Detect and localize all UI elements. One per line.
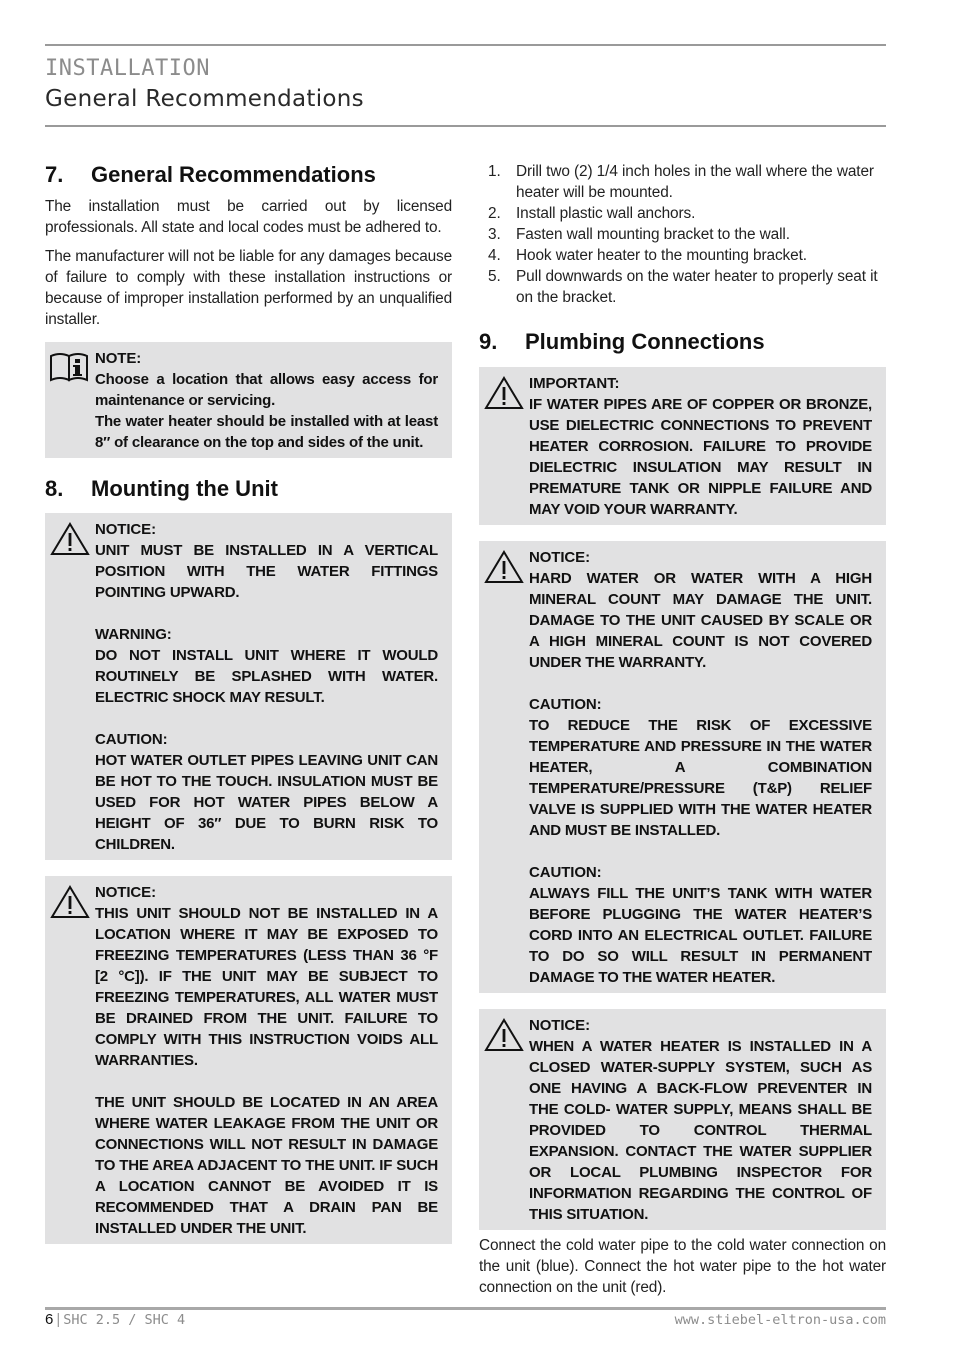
mounting-warning-box bbox=[45, 513, 452, 860]
list-item: 1. Drill two (2) 1/4 inch holes in the wall where the water heater will be mounted. bbox=[488, 163, 874, 201]
section-8-heading: 8. Mounting the Unit bbox=[45, 476, 278, 501]
notice-text: WHEN A WATER HEATER IS INSTALLED IN A CLOSED WATER-SUPPLY SYSTEM, SUCH AS ONE HAVING A BACK-FLOW PREVENTER IN THE COLD- WATER SUPPLY, MEANS SHALL BE PROVIDED TO CONTROL THERMAL EXPANSION. CONTACT THE WATER SUPPLIER OR LOCAL PLUMBING INSPECTOR FOR INFORMATION REGARDING THE CONTROL OF THIS SITUATION. bbox=[529, 1038, 872, 1223]
note-label: NOTE: bbox=[95, 350, 142, 367]
list-item: 2. Install plastic wall anchors. bbox=[488, 205, 696, 222]
warning-triangle-icon bbox=[483, 375, 523, 411]
important-label: IMPORTANT: bbox=[529, 375, 620, 392]
notice-label: NOTICE: bbox=[529, 549, 590, 566]
left-column bbox=[45, 160, 452, 1244]
notice-text-2: THE UNIT SHOULD BE LOCATED IN AN AREA WHERE WATER LEAKAGE FROM THE UNIT OR CONNECTIONS WILL NOT RESULT IN DAMAGE TO THE AREA ADJACENT TO THE UNIT. IF SUCH A LOCATION CANNOT BE AVOIDED IT IS RECOMMENDED THAT A DRAIN PAN BE INSTALLED UNDER THE UNIT. bbox=[95, 1094, 438, 1237]
info-book-icon bbox=[49, 350, 89, 386]
header-kicker: INSTALLATION bbox=[45, 56, 210, 81]
warning-text: DO NOT INSTALL UNIT WHERE IT WOULD ROUTINELY BE SPLASHED WITH WATER. ELECTRIC SHOCK MAY RESULT. bbox=[95, 647, 438, 706]
mounting-steps-list bbox=[479, 161, 886, 308]
caution-text: HOT WATER OUTLET PIPES LEAVING UNIT CAN BE HOT TO THE TOUCH. INSULATION MUST BE USED FOR HOT WATER PIPES BELOW A HEIGHT OF 36″ DUE TO BURN RISK TO CHILDREN. bbox=[95, 752, 438, 853]
notice-text: THIS UNIT SHOULD NOT BE INSTALLED IN A LOCATION WHERE IT MAY BE EXPOSED TO FREEZING TEMPERATURES (LESS THAN 36 °F [2 °C]). IF THE UNIT MAY BE SUBJECT TO FREEZING TEMPERATURES, ALL WATER MUST BE DRAINED FROM THE UNIT. FAILURE TO COMPLY WITH THIS INSTRUCTION VOIDS ALL WARRANTIES. bbox=[95, 905, 438, 1069]
header-top-rule bbox=[45, 44, 886, 46]
notice-label: NOTICE: bbox=[529, 1017, 590, 1034]
section-7-paragraph-1: The installation must be carried out by licensed professionals. All state and local codes must be adhered to. bbox=[45, 198, 452, 236]
freezing-notice-box bbox=[45, 876, 452, 1244]
list-item: 3. Fasten wall mounting bracket to the wall. bbox=[488, 226, 790, 243]
caution-label: CAUTION: bbox=[95, 731, 168, 748]
caution-text-2: ALWAYS FILL THE UNIT’S TANK WITH WATER BEFORE PLUGGING THE WATER HEATER’S CORD INTO AN ELECTRICAL OUTLET. FAILURE TO DO SO WILL RESULT IN PERMANENT DAMAGE TO THE WATER HEATER. bbox=[529, 885, 872, 986]
notice-text: HARD WATER OR WATER WITH A HIGH MINERAL COUNT MAY DAMAGE THE UNIT. DAMAGE TO THE UNIT CAUSED BY SCALE OR A HIGH MINERAL COUNT IS NOT COVERED UNDER THE WARRANTY. bbox=[529, 570, 872, 671]
list-item: 5. Pull downwards on the water heater to properly seat it on the bracket. bbox=[488, 268, 878, 306]
footer-left: 6 | SHC 2.5 / SHC 4 bbox=[45, 1311, 186, 1328]
website-link[interactable]: www.stiebel-eltron-usa.com bbox=[674, 1312, 886, 1328]
hard-water-box bbox=[479, 541, 886, 993]
warning-triangle-icon bbox=[49, 884, 89, 920]
section-9-heading: 9. Plumbing Connections bbox=[479, 329, 765, 354]
caution-text: TO REDUCE THE RISK OF EXCESSIVE TEMPERATURE AND PRESSURE IN THE WATER HEATER, A COMBINATION TEMPERATURE/PRESSURE (T&P) RELIEF VALVE IS SUPPLIED WITH THE WATER HEATER AND MUST BE INSTALLED. bbox=[529, 717, 872, 839]
warning-triangle-icon bbox=[483, 549, 523, 585]
note-box bbox=[45, 342, 452, 458]
connection-paragraph: Connect the cold water pipe to the cold water connection on the unit (blue). Connect the hot water pipe to the hot water connection on the unit (red). bbox=[479, 1237, 886, 1296]
warning-triangle-icon bbox=[483, 1017, 523, 1053]
header-title: General Recommendations bbox=[45, 86, 364, 112]
important-text: IF WATER PIPES ARE OF COPPER OR BRONZE, USE DIELECTRIC CONNECTIONS TO PREVENT HEATER CORROSION. FAILURE TO PROVIDE DIELECTRIC INSULATION MAY RESULT IN PREMATURE TANK OR NIPPLE FAILURE AND MAY VOID YOUR WARRANTY. bbox=[529, 396, 872, 518]
list-item: 4. Hook water heater to the mounting bracket. bbox=[488, 247, 807, 264]
warning-triangle-icon bbox=[49, 521, 89, 557]
right-column bbox=[479, 160, 886, 1298]
thermal-expansion-box bbox=[479, 1009, 886, 1230]
page-number: 6 bbox=[45, 1311, 54, 1328]
model-name: SHC 2.5 / SHC 4 bbox=[63, 1312, 186, 1328]
caution-label: CAUTION: bbox=[529, 696, 602, 713]
important-box bbox=[479, 367, 886, 525]
notice-label: NOTICE: bbox=[95, 884, 156, 901]
note-line-2: The water heater should be installed with at least 8″ of clearance on the top and sides of the unit. bbox=[95, 413, 438, 451]
caution-label-2: CAUTION: bbox=[529, 864, 602, 881]
section-7-paragraph-2: The manufacturer will not be liable for any damages because of failure to comply with these installation instructions or because of improper installation performed by an unqualified installer. bbox=[45, 248, 452, 328]
notice-text: UNIT MUST BE INSTALLED IN A VERTICAL POSITION WITH THE WATER FITTINGS POINTING UPWARD. bbox=[95, 542, 438, 601]
warning-label: WARNING: bbox=[95, 626, 172, 643]
section-7-heading: 7. General Recommendations bbox=[45, 162, 376, 187]
note-line-1: Choose a location that allows easy access for maintenance or servicing. bbox=[95, 371, 438, 409]
header-bottom-rule bbox=[45, 125, 886, 127]
footer-rule bbox=[45, 1307, 886, 1310]
notice-label: NOTICE: bbox=[95, 521, 156, 538]
